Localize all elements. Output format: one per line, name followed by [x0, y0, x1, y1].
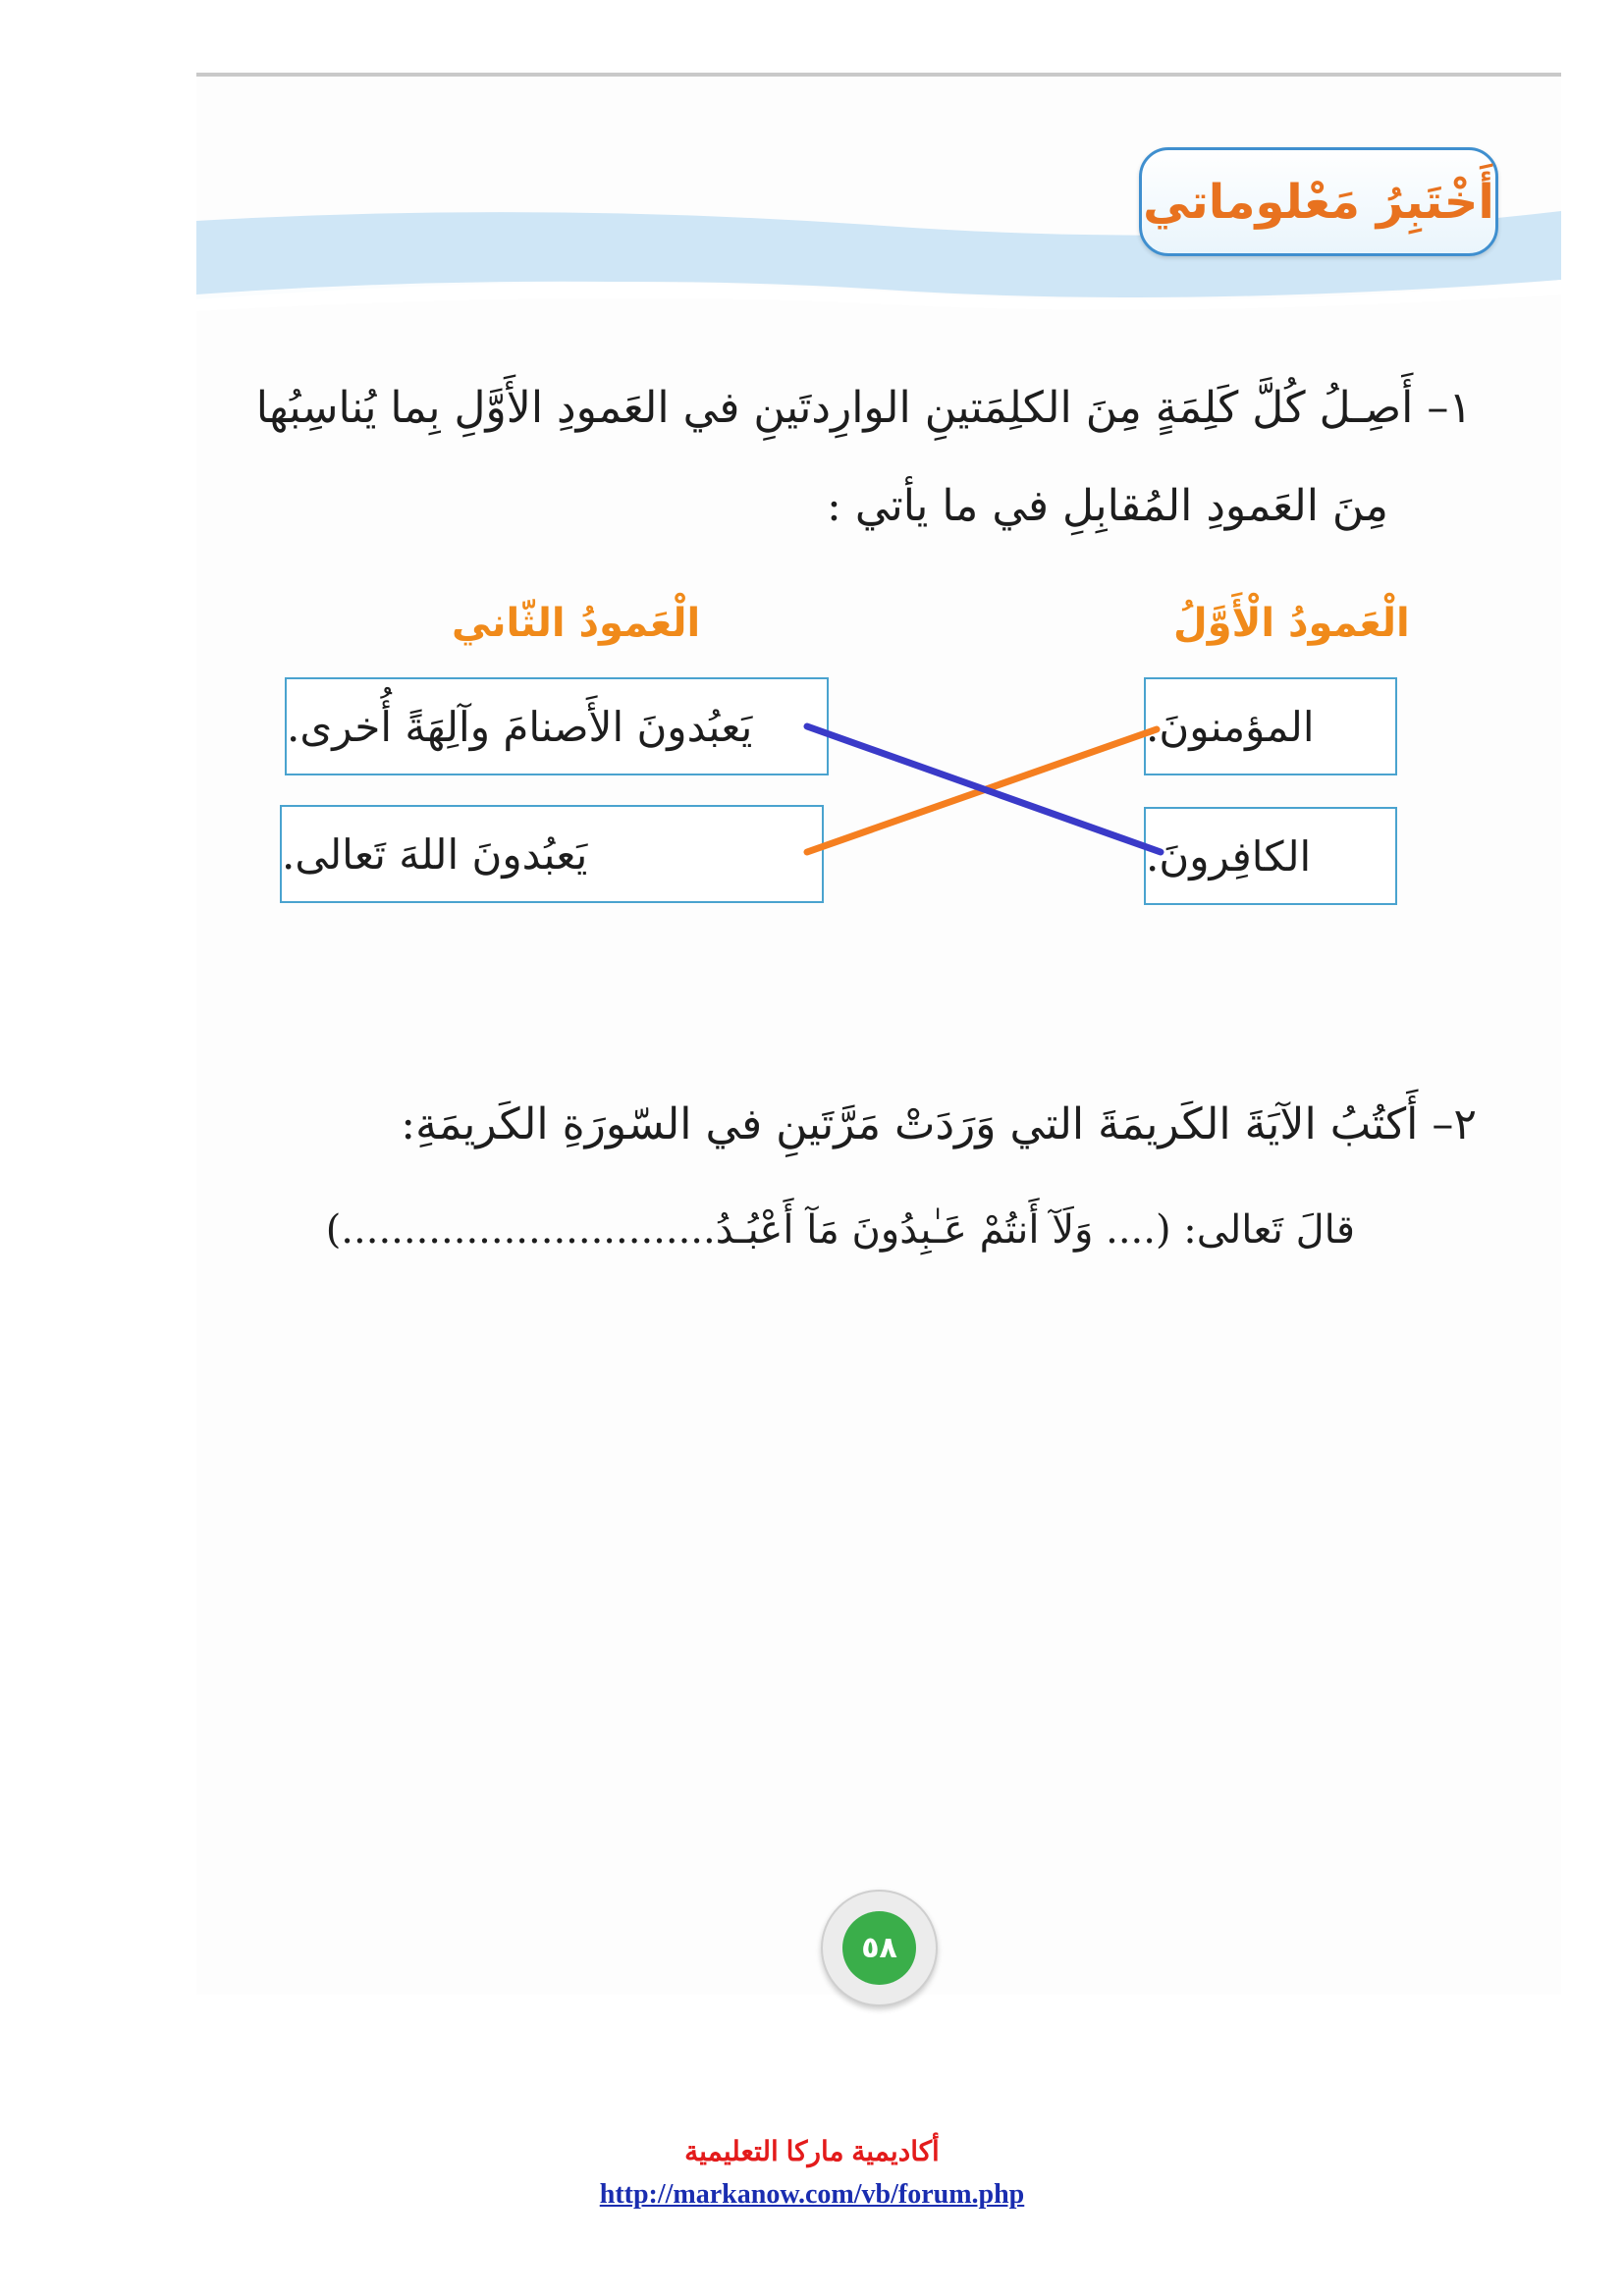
column-1-item-1-text: المؤمنونَ. — [1146, 702, 1315, 751]
footer-academy-name: أكاديمية ماركا التعليمية — [684, 2136, 940, 2166]
question-2-text: ٢– أَكتُبُ الآيَةَ الكَريمَةَ التي وَرَدَتْ مَرَّتَينِ في السّورَةِ الكَريمَةِ: — [401, 1099, 1477, 1149]
question-1-text-continued: مِنَ العَمودِ المُقابِلِ في ما يأتي : — [827, 481, 1388, 531]
footer-link[interactable]: http://markanow.com/vb/forum.php — [599, 2179, 1025, 2210]
column-2-item-2-text: يَعبُدونَ اللهَ تَعالى. — [282, 829, 588, 879]
section-title: أَخْتَبِرُ مَعْلوماتي — [1143, 174, 1494, 230]
page-number: ٥٨ — [842, 1911, 916, 1985]
question-1-text: ١– أَصِـلُ كُلَّ كَلِمَةٍ مِنَ الكلِمَتينِ الوارِدتَينِ في العَمودِ الأَوَّلِ بِما يُناسِبُها — [255, 383, 1472, 433]
column-2-heading: الْعَمودُ الثّاني — [452, 601, 701, 646]
column-1-item-2-text: الكافِرونَ. — [1146, 831, 1312, 881]
column-2-item-1-text: يَعبُدونَ الأَصنامَ وآلِهَةً أُخرى. — [287, 702, 753, 751]
question-2-answer-line[interactable]: قالَ تَعالى: (.... وَلَآ أَنتُمْ عَـٰبِدُونَ مَآ أَعْبُـدُ..............................) — [325, 1207, 1355, 1253]
column-1-heading: الْعَمودُ الْأَوَّلُ — [1173, 601, 1410, 646]
page-number-badge — [821, 1890, 938, 2006]
